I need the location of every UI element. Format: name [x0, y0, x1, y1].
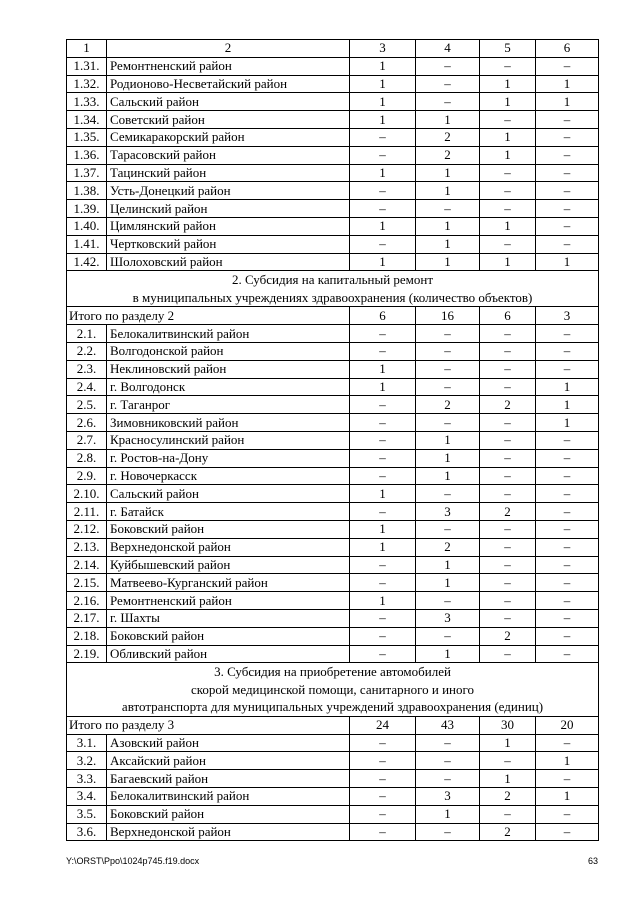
value-cell: –	[536, 57, 599, 75]
value-cell: 1	[416, 645, 480, 663]
value-cell: –	[480, 556, 536, 574]
value-cell: 1	[536, 396, 599, 414]
value-cell: –	[536, 592, 599, 610]
row-number: 2.11.	[67, 503, 107, 521]
value-cell: 1	[350, 378, 416, 396]
value-cell: –	[416, 520, 480, 538]
row-number: 2.7.	[67, 431, 107, 449]
value-cell: –	[416, 823, 480, 841]
table-row	[67, 75, 599, 93]
value-cell: 1	[416, 164, 480, 182]
subsidy-table	[66, 39, 599, 841]
value-cell: 2	[416, 128, 480, 146]
section-title	[67, 663, 599, 717]
row-number: 1.37.	[67, 164, 107, 182]
value-cell: –	[480, 325, 536, 343]
value-cell: –	[480, 414, 536, 432]
row-number: 1.40.	[67, 217, 107, 235]
value-cell: 1	[350, 360, 416, 378]
value-cell: –	[536, 111, 599, 129]
value-cell: 1	[416, 574, 480, 592]
value-cell: –	[350, 503, 416, 521]
total-label: Итого по разделу 3	[67, 716, 350, 734]
row-number: 1.32.	[67, 75, 107, 93]
district-name: Зимовниковский район	[107, 414, 350, 432]
value-cell: 1	[480, 128, 536, 146]
district-name: Матвеево-Курганский район	[107, 574, 350, 592]
value-cell: –	[480, 538, 536, 556]
value-cell: –	[350, 128, 416, 146]
district-name: г. Батайск	[107, 503, 350, 521]
value-cell: –	[480, 235, 536, 253]
table-row	[67, 111, 599, 129]
value-cell: –	[350, 200, 416, 218]
district-name: Чертковский район	[107, 235, 350, 253]
table-row	[67, 235, 599, 253]
district-name: Куйбышевский район	[107, 556, 350, 574]
column-number: 3	[350, 40, 416, 58]
district-name: Боковский район	[107, 805, 350, 823]
value-cell: –	[350, 734, 416, 752]
section-title-line: 3. Субсидия на приобретение автомобилей	[214, 664, 451, 680]
table-row	[67, 325, 599, 343]
value-cell: –	[536, 325, 599, 343]
value-cell: –	[416, 627, 480, 645]
value-cell: –	[480, 378, 536, 396]
value-cell: –	[480, 805, 536, 823]
value-cell: –	[416, 57, 480, 75]
value-cell: 3	[416, 787, 480, 805]
total-row	[67, 307, 599, 325]
value-cell: 2	[480, 503, 536, 521]
value-cell: 1	[350, 538, 416, 556]
table-row	[67, 396, 599, 414]
row-number: 2.8.	[67, 449, 107, 467]
row-number: 1.34.	[67, 111, 107, 129]
value-cell: 1	[416, 449, 480, 467]
value-cell: 1	[536, 752, 599, 770]
document-page	[66, 39, 598, 841]
value-cell: –	[350, 146, 416, 164]
value-cell: –	[416, 592, 480, 610]
row-number: 3.6.	[67, 823, 107, 841]
value-cell: –	[536, 645, 599, 663]
row-number: 3.4.	[67, 787, 107, 805]
value-cell: –	[350, 627, 416, 645]
row-number: 2.18.	[67, 627, 107, 645]
value-cell: 3	[416, 609, 480, 627]
table-row	[67, 431, 599, 449]
value-cell: 1	[480, 770, 536, 788]
row-number: 1.31.	[67, 57, 107, 75]
value-cell: 2	[480, 787, 536, 805]
value-cell: 2	[480, 396, 536, 414]
value-cell: –	[536, 128, 599, 146]
value-cell: –	[536, 805, 599, 823]
value-cell: –	[350, 787, 416, 805]
table-row	[67, 449, 599, 467]
value-cell: –	[536, 146, 599, 164]
value-cell: –	[480, 485, 536, 503]
total-row	[67, 716, 599, 734]
value-cell: –	[350, 752, 416, 770]
row-number: 2.13.	[67, 538, 107, 556]
value-cell: –	[416, 485, 480, 503]
district-name: Ремонтненский район	[107, 592, 350, 610]
table-row	[67, 520, 599, 538]
value-cell: 1	[350, 57, 416, 75]
district-name: Неклиновский район	[107, 360, 350, 378]
value-cell: –	[480, 609, 536, 627]
value-cell: –	[480, 360, 536, 378]
value-cell: 1	[536, 75, 599, 93]
value-cell: –	[536, 485, 599, 503]
value-cell: 2	[416, 396, 480, 414]
value-cell: –	[480, 520, 536, 538]
row-number: 2.12.	[67, 520, 107, 538]
value-cell: –	[350, 609, 416, 627]
value-cell: 1	[416, 431, 480, 449]
value-cell: 2	[416, 538, 480, 556]
value-cell: 1	[350, 485, 416, 503]
value-cell: 1	[416, 235, 480, 253]
value-cell: 1	[416, 467, 480, 485]
value-cell: –	[480, 431, 536, 449]
value-cell: 1	[480, 734, 536, 752]
column-number-row	[67, 40, 599, 58]
value-cell: 1	[416, 556, 480, 574]
district-name: Волгодонской район	[107, 342, 350, 360]
value-cell: 1	[416, 111, 480, 129]
table-row	[67, 485, 599, 503]
section-title-line: скорой медицинской помощи, санитарного и иного	[190, 681, 474, 697]
row-number: 2.2.	[67, 342, 107, 360]
total-value: 3	[536, 307, 599, 325]
value-cell: –	[350, 431, 416, 449]
table-row	[67, 770, 599, 788]
district-name: Родионово-Несветайский район	[107, 75, 350, 93]
value-cell: –	[350, 823, 416, 841]
column-number: 6	[536, 40, 599, 58]
row-number: 3.5.	[67, 805, 107, 823]
row-number: 1.42.	[67, 253, 107, 271]
section-2-title-row	[67, 271, 599, 307]
value-cell: –	[536, 574, 599, 592]
district-name: Азовский район	[107, 734, 350, 752]
value-cell: –	[480, 467, 536, 485]
table-row	[67, 342, 599, 360]
value-cell: –	[536, 217, 599, 235]
value-cell: –	[350, 805, 416, 823]
row-number: 3.2.	[67, 752, 107, 770]
section-title-line: в муниципальных учреждениях здравоохранения (количество объектов)	[132, 289, 533, 305]
section-title-line: 2. Субсидия на капитальный ремонт	[231, 272, 434, 288]
district-name: Шолоховский район	[107, 253, 350, 271]
table-row	[67, 93, 599, 111]
value-cell: 1	[536, 378, 599, 396]
row-number: 1.35.	[67, 128, 107, 146]
value-cell: –	[480, 200, 536, 218]
value-cell: –	[536, 431, 599, 449]
value-cell: –	[416, 734, 480, 752]
district-name: Верхнедонской район	[107, 823, 350, 841]
value-cell: –	[416, 342, 480, 360]
value-cell: –	[536, 538, 599, 556]
value-cell: –	[480, 752, 536, 770]
value-cell: 1	[480, 75, 536, 93]
value-cell: 1	[536, 93, 599, 111]
district-name: Тарасовский район	[107, 146, 350, 164]
section-title	[67, 271, 599, 307]
column-number: 2	[107, 40, 350, 58]
district-name: Советский район	[107, 111, 350, 129]
value-cell: –	[350, 467, 416, 485]
table-row	[67, 253, 599, 271]
district-name: Белокалитвинский район	[107, 325, 350, 343]
district-name: Багаевский район	[107, 770, 350, 788]
table-row	[67, 414, 599, 432]
row-number: 2.19.	[67, 645, 107, 663]
row-number: 2.15.	[67, 574, 107, 592]
district-name: Ремонтненский район	[107, 57, 350, 75]
section-title-line: автотранспорта для муниципальных учреждений здравоохранения (единиц)	[121, 699, 544, 715]
value-cell: –	[350, 325, 416, 343]
total-value: 16	[416, 307, 480, 325]
value-cell: –	[536, 520, 599, 538]
value-cell: –	[536, 449, 599, 467]
table-row	[67, 503, 599, 521]
value-cell: 1	[480, 93, 536, 111]
row-number: 2.10.	[67, 485, 107, 503]
district-name: Красносулинский район	[107, 431, 350, 449]
value-cell: –	[350, 235, 416, 253]
value-cell: –	[416, 378, 480, 396]
value-cell: –	[416, 325, 480, 343]
row-number: 1.38.	[67, 182, 107, 200]
column-number: 5	[480, 40, 536, 58]
table-row	[67, 57, 599, 75]
table-row	[67, 592, 599, 610]
value-cell: 2	[416, 146, 480, 164]
value-cell: 1	[416, 253, 480, 271]
row-number: 2.4.	[67, 378, 107, 396]
table-row	[67, 734, 599, 752]
value-cell: –	[416, 752, 480, 770]
value-cell: 1	[480, 253, 536, 271]
value-cell: –	[350, 645, 416, 663]
total-value: 30	[480, 716, 536, 734]
table-row	[67, 574, 599, 592]
total-value: 6	[480, 307, 536, 325]
value-cell: –	[350, 414, 416, 432]
value-cell: 1	[480, 217, 536, 235]
value-cell: –	[536, 235, 599, 253]
district-name: Сальский район	[107, 485, 350, 503]
table-row	[67, 182, 599, 200]
value-cell: –	[350, 574, 416, 592]
row-number: 2.17.	[67, 609, 107, 627]
value-cell: –	[480, 449, 536, 467]
value-cell: –	[416, 414, 480, 432]
value-cell: 1	[416, 182, 480, 200]
column-number: 4	[416, 40, 480, 58]
value-cell: –	[536, 770, 599, 788]
value-cell: –	[536, 627, 599, 645]
value-cell: 2	[480, 627, 536, 645]
district-name: Усть-Донецкий район	[107, 182, 350, 200]
table-row	[67, 805, 599, 823]
row-number: 2.9.	[67, 467, 107, 485]
district-name: Семикаракорский район	[107, 128, 350, 146]
value-cell: –	[350, 770, 416, 788]
value-cell: 2	[480, 823, 536, 841]
value-cell: –	[536, 503, 599, 521]
table-body	[67, 40, 599, 841]
value-cell: 1	[350, 253, 416, 271]
district-name: Боковский район	[107, 627, 350, 645]
value-cell: 1	[536, 787, 599, 805]
table-row	[67, 217, 599, 235]
value-cell: –	[536, 609, 599, 627]
table-row	[67, 146, 599, 164]
value-cell: 1	[536, 253, 599, 271]
total-label: Итого по разделу 2	[67, 307, 350, 325]
row-number: 2.6.	[67, 414, 107, 432]
value-cell: 1	[350, 217, 416, 235]
table-row	[67, 467, 599, 485]
total-value: 24	[350, 716, 416, 734]
value-cell: 1	[350, 592, 416, 610]
value-cell: –	[480, 342, 536, 360]
value-cell: 1	[350, 75, 416, 93]
value-cell: –	[536, 182, 599, 200]
value-cell: –	[480, 57, 536, 75]
value-cell: –	[416, 360, 480, 378]
row-number: 3.1.	[67, 734, 107, 752]
district-name: Обливский район	[107, 645, 350, 663]
value-cell: –	[536, 467, 599, 485]
district-name: г. Новочеркасск	[107, 467, 350, 485]
value-cell: 1	[480, 146, 536, 164]
value-cell: 1	[416, 805, 480, 823]
value-cell: –	[350, 342, 416, 360]
district-name: г. Волгодонск	[107, 378, 350, 396]
table-row	[67, 164, 599, 182]
value-cell: 1	[350, 164, 416, 182]
row-number: 2.3.	[67, 360, 107, 378]
value-cell: –	[480, 111, 536, 129]
district-name: Цимлянский район	[107, 217, 350, 235]
section-3-title-row	[67, 663, 599, 717]
file-path: Y:\ORST\Ppo\1024p745.f19.docx	[66, 856, 200, 866]
table-row	[67, 378, 599, 396]
row-number: 1.39.	[67, 200, 107, 218]
row-number: 1.36.	[67, 146, 107, 164]
value-cell: –	[416, 770, 480, 788]
value-cell: 1	[350, 111, 416, 129]
row-number: 2.5.	[67, 396, 107, 414]
row-number: 1.41.	[67, 235, 107, 253]
value-cell: –	[536, 556, 599, 574]
value-cell: 1	[416, 217, 480, 235]
district-name: Белокалитвинский район	[107, 787, 350, 805]
value-cell: 1	[350, 520, 416, 538]
value-cell: 3	[416, 503, 480, 521]
value-cell: –	[416, 93, 480, 111]
table-row	[67, 752, 599, 770]
total-value: 20	[536, 716, 599, 734]
value-cell: 1	[350, 93, 416, 111]
value-cell: –	[536, 823, 599, 841]
total-value: 6	[350, 307, 416, 325]
table-row	[67, 645, 599, 663]
value-cell: –	[350, 449, 416, 467]
value-cell: –	[536, 360, 599, 378]
row-number: 2.14.	[67, 556, 107, 574]
value-cell: –	[480, 182, 536, 200]
district-name: г. Таганрог	[107, 396, 350, 414]
value-cell: –	[536, 342, 599, 360]
value-cell: –	[536, 164, 599, 182]
column-number: 1	[67, 40, 107, 58]
value-cell: –	[536, 200, 599, 218]
district-name: Тацинский район	[107, 164, 350, 182]
value-cell: –	[480, 164, 536, 182]
table-row	[67, 556, 599, 574]
value-cell: 1	[536, 414, 599, 432]
table-row	[67, 627, 599, 645]
table-row	[67, 200, 599, 218]
table-row	[67, 538, 599, 556]
row-number: 3.3.	[67, 770, 107, 788]
district-name: Верхнедонской район	[107, 538, 350, 556]
table-row	[67, 823, 599, 841]
table-row	[67, 787, 599, 805]
value-cell: –	[350, 556, 416, 574]
row-number: 2.1.	[67, 325, 107, 343]
row-number: 1.33.	[67, 93, 107, 111]
value-cell: –	[416, 200, 480, 218]
table-row	[67, 360, 599, 378]
value-cell: –	[350, 182, 416, 200]
value-cell: –	[416, 75, 480, 93]
district-name: г. Ростов-на-Дону	[107, 449, 350, 467]
district-name: г. Шахты	[107, 609, 350, 627]
row-number: 2.16.	[67, 592, 107, 610]
district-name: Аксайский район	[107, 752, 350, 770]
value-cell: –	[480, 645, 536, 663]
district-name: Сальский район	[107, 93, 350, 111]
value-cell: –	[480, 574, 536, 592]
value-cell: –	[350, 396, 416, 414]
value-cell: –	[480, 592, 536, 610]
value-cell: –	[536, 734, 599, 752]
district-name: Боковский район	[107, 520, 350, 538]
table-row	[67, 128, 599, 146]
total-value: 43	[416, 716, 480, 734]
district-name: Целинский район	[107, 200, 350, 218]
page-number: 63	[587, 856, 598, 866]
table-row	[67, 609, 599, 627]
